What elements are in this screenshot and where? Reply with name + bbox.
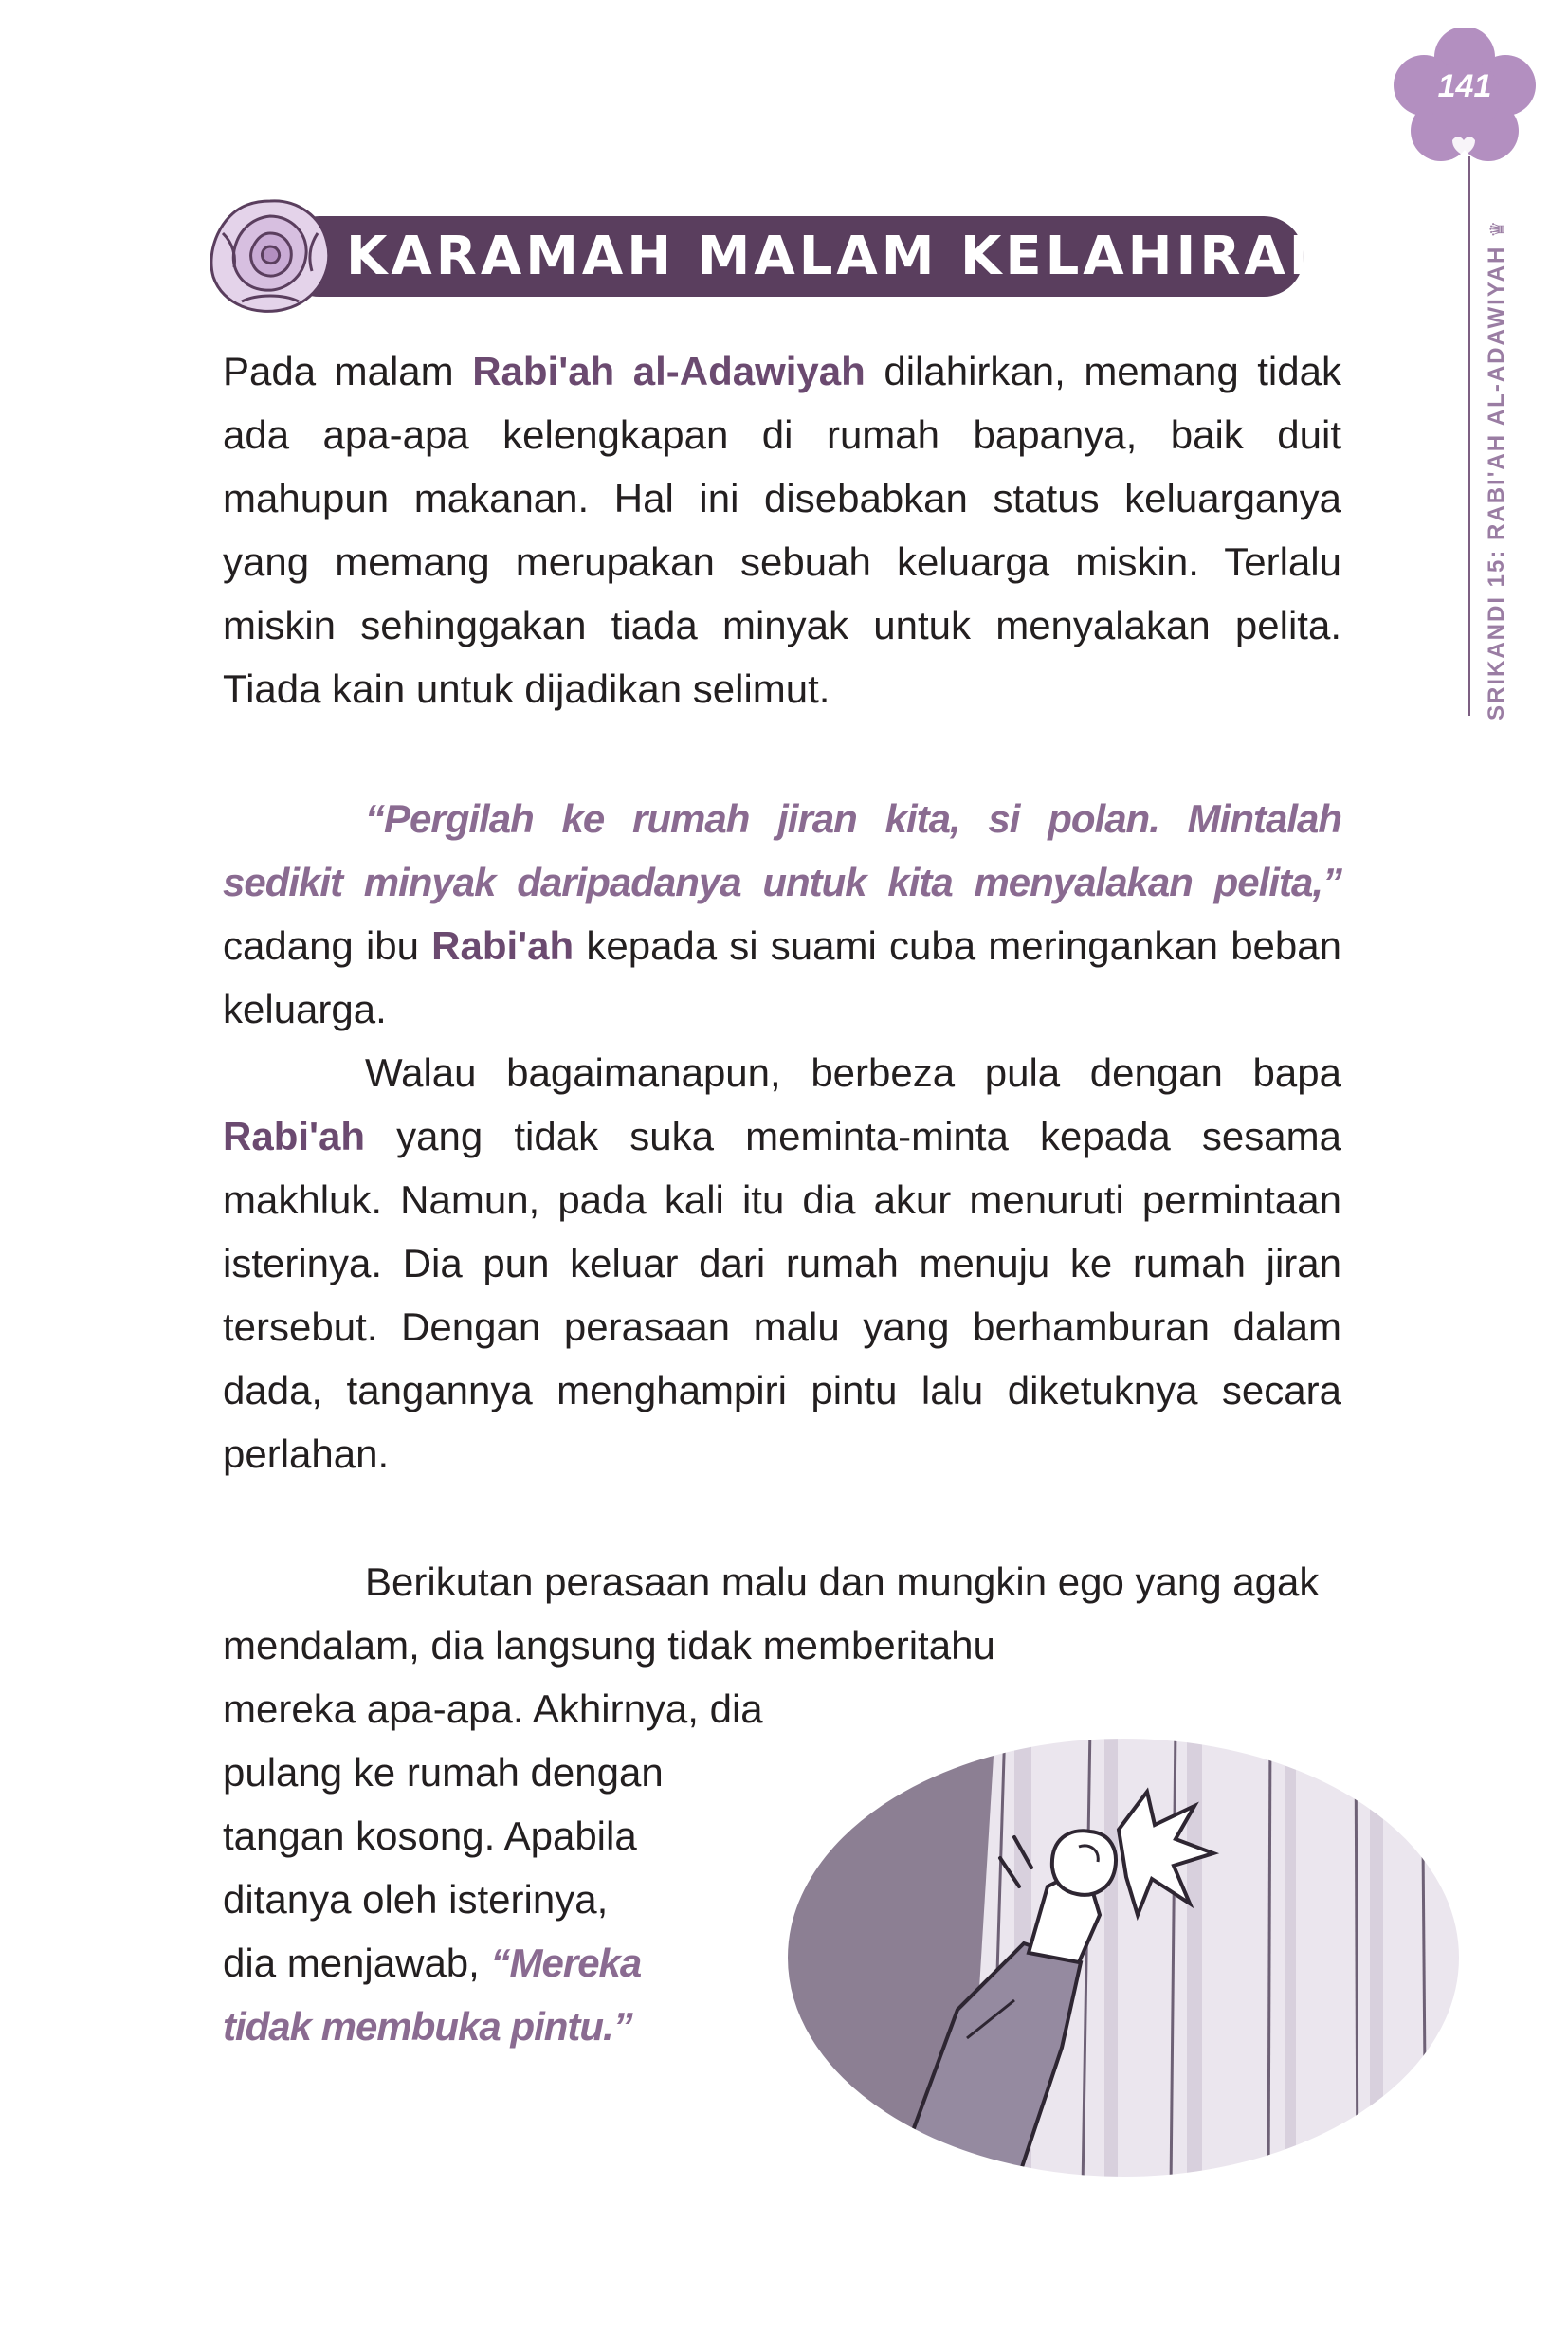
p3-text-1: Walau bagaimanapun, berbeza pula dengan bapa <box>365 1050 1341 1095</box>
running-head <box>1484 219 1510 720</box>
p4-line-6: ditanya oleh isterinya, <box>223 1877 609 1922</box>
p2-quote: “Pergilah ke rumah jiran kita, si polan. Mintalah sedikit minyak daripadanya untuk kita menyalakan pelita,” <box>223 796 1341 904</box>
page-number: 141 <box>1437 68 1492 104</box>
p4-line-3: mereka apa-apa. Akhirnya, dia <box>223 1686 763 1731</box>
p4-line-7-text: dia menjawab, <box>223 1941 491 1985</box>
paragraph-2 <box>223 787 1341 1041</box>
p4-line-2: mendalam, dia langsung tidak memberitahu <box>223 1623 995 1668</box>
section-heading <box>204 216 1338 297</box>
p2-text-2: kepada si suami cuba meringankan beban keluarga. <box>223 923 1341 1031</box>
p1-text-1: Pada malam <box>223 349 473 393</box>
rose-icon <box>204 195 337 317</box>
p4-line-1 <box>223 1550 1341 1613</box>
p4-line-4: pulang ke rumah dengan <box>223 1750 664 1795</box>
page-number-badge <box>1394 28 1536 161</box>
p4-line-5: tangan kosong. Apabila <box>223 1813 637 1858</box>
paragraph-3 <box>223 1041 1341 1485</box>
p3-highlight-name: Rabi'ah <box>223 1114 366 1158</box>
page-title: KARAMAH MALAM KELAHIRAN <box>346 226 1338 287</box>
running-head-text: SRIKANDI 15: RABI'AH AL-ADAWIYAH <box>1484 245 1509 720</box>
p2-text-1: cadang ibu <box>223 923 432 968</box>
knocking-illustration <box>777 1725 1469 2190</box>
running-head-rule <box>1468 156 1470 716</box>
p4-quote-start: “Mereka <box>490 1941 642 1985</box>
p1-highlight-name: Rabi'ah al-Adawiyah <box>472 349 866 393</box>
knocking-hand-image <box>777 1725 1469 2190</box>
p1-text-2: dilahirkan, memang tidak ada apa-apa kelengkapan di rumah bapanya, baik duit mahupun makanan. Hal ini disebabkan status keluarganya yang memang merupakan sebuah keluarga miskin. Terlalu miskin sehinggakan tiada minyak untuk menyalakan pelita. Tiada kain untuk dijadikan selimut. <box>223 349 1341 711</box>
paragraph-1 <box>223 339 1341 720</box>
p4-line-1-text: Berikutan perasaan malu dan mungkin ego yang agak <box>365 1559 1320 1604</box>
p4-quote-end: tidak membuka pintu.” <box>223 2004 632 2049</box>
p2-highlight-name: Rabi'ah <box>431 923 574 968</box>
crown-icon: ♛ <box>1487 218 1508 238</box>
p3-text-2: yang tidak suka meminta-minta kepada sesama makhluk. Namun, pada kali itu dia akur menuruti permintaan isterinya. Dia pun keluar dari rumah menuju ke rumah jiran tersebut. Dengan perasaan malu yang berhamburan dalam dada, tangannya menghampiri pintu lalu diketuknya secara perlahan. <box>223 1114 1341 1476</box>
